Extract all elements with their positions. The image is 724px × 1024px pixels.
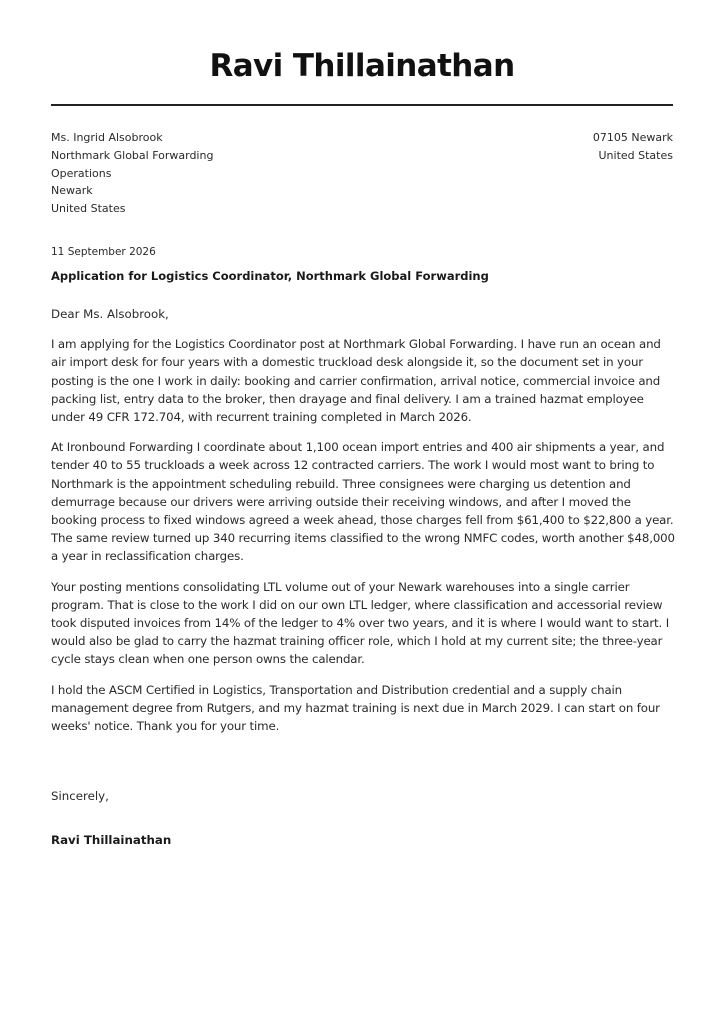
- closing: Sincerely,: [51, 789, 109, 803]
- sender-country: United States: [598, 148, 673, 162]
- recipient-department: Operations: [51, 166, 112, 180]
- paragraph-fit: Your posting mentions consolidating LTL volume out of your Newark warehouses into a single carrier program. That is close to the work I did on our own LTL ledger, where classification and accessorial review took disputed invoices from 14% of the ledger to 4% over two years, and it is where I would want to start. I would also be glad to carry the hazmat training officer role, which I hold at my current site; the three-year cycle stays clean when one person owns the calendar.: [51, 579, 670, 667]
- signature-name: Ravi Thillainathan: [51, 833, 172, 847]
- recipient-country: United States: [51, 202, 126, 216]
- sender-address: [593, 129, 673, 165]
- recipient-name: Ms. Ingrid Alsobrook: [51, 131, 163, 144]
- recipient-company: Northmark Global Forwarding: [51, 148, 214, 162]
- recipient-address: [51, 129, 213, 218]
- letter-subject: Application for Logistics Coordinator, Northmark Global Forwarding: [51, 269, 489, 283]
- sender-postcode-city: 07105 Newark: [592, 131, 673, 144]
- letter-body: [51, 305, 675, 747]
- recipient-city: Newark: [51, 184, 93, 198]
- paragraph-intro: I am applying for the Logistics Coordinator post at Northmark Global Forwarding. I have run an ocean and air import desk for four years with a domestic truckload desk alongside it, so the document set in your posting is the one I work in daily: booking and carrier confirmation, arrival notice, commercial invoice and packing list, entry data to the broker, then drayage and final delivery. I am a trained hazmat employee under 49 CFR 172.704, with recurrent training completed in March 2026.: [51, 337, 661, 425]
- applicant-name-heading: Ravi Thillainathan: [209, 48, 515, 84]
- salutation: Dear Ms. Alsobrook,: [51, 307, 169, 321]
- letter-date: 11 September 2026: [51, 246, 156, 258]
- paragraph-experience: At Ironbound Forwarding I coordinate about 1,100 ocean import entries and 400 air shipments a year, and tender 40 to 55 truckloads a week across 12 contracted carriers. The work I would most want to bring to Northmark is the appointment scheduling rebuild. Three consignees were charging us detention and demurrage because our drivers were arriving outside their receiving windows, and after I moved the booking process to fixed windows agreed a week ahead, those charges fell from $61,400 to $22,800 a year. The same review turned up 340 recurring items classified to the wrong NMFC codes, worth another $48,000 a year in reclassification charges.: [51, 440, 675, 564]
- paragraph-credentials: I hold the ASCM Certified in Logistics, Transportation and Distribution credential and a supply chain management degree from Rutgers, and my hazmat training is next due in March 2029. I can start on four weeks' notice. Thank you for your time.: [51, 682, 660, 734]
- header-divider: [51, 104, 673, 106]
